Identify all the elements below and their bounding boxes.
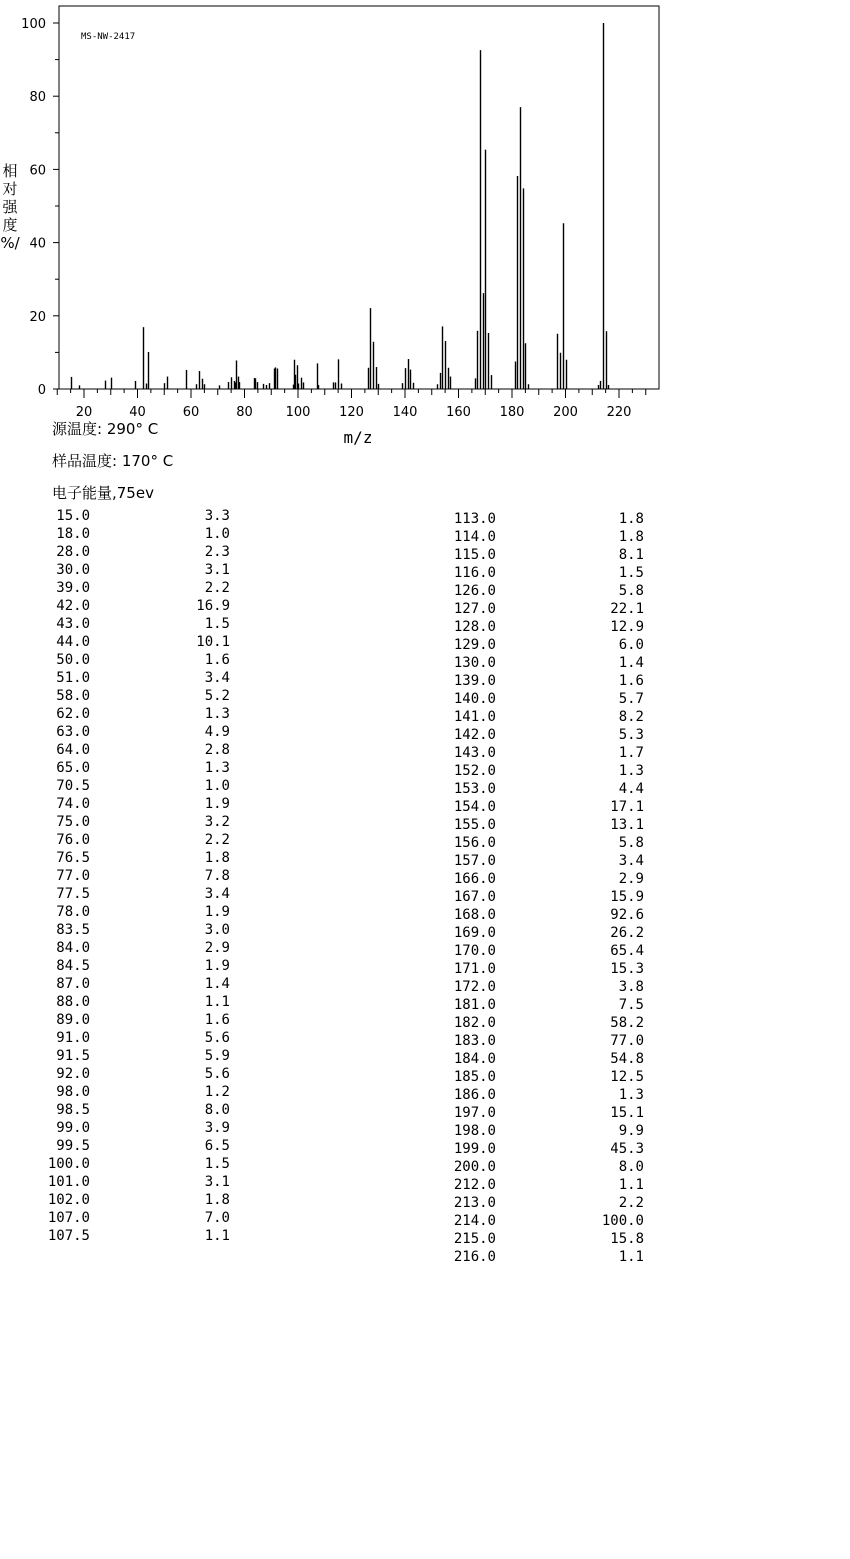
peak-mz: 70.5	[56, 778, 90, 794]
peak-intensity: 15.9	[610, 889, 644, 905]
peak-intensity: 5.3	[618, 727, 644, 743]
y-axis-label-char: 相	[2, 162, 18, 180]
peak-intensity: 77.0	[610, 1033, 644, 1049]
peak-mz: 91.5	[56, 1048, 90, 1064]
peak-row	[446, 816, 646, 834]
peak-mz: 130.0	[453, 655, 496, 671]
peak-intensity: 2.2	[204, 832, 230, 848]
peak-row	[446, 1068, 646, 1086]
peak-intensity: 3.4	[618, 853, 644, 869]
peak-row	[446, 942, 646, 960]
peak-mz: 107.5	[47, 1228, 90, 1244]
peak-mz: 74.0	[56, 796, 90, 812]
peak-intensity: 1.0	[204, 526, 230, 542]
peak-intensity: 1.6	[618, 673, 644, 689]
peak-row	[40, 831, 240, 849]
peak-intensity: 15.8	[610, 1231, 644, 1247]
y-tick-label: 80	[29, 90, 46, 106]
peak-mz: 88.0	[56, 994, 90, 1010]
peak-row	[446, 672, 646, 690]
peak-row	[40, 1011, 240, 1029]
peak-row	[40, 777, 240, 795]
peak-mz: 167.0	[453, 889, 496, 905]
peak-mz: 126.0	[453, 583, 496, 599]
peak-mz: 172.0	[453, 979, 496, 995]
peak-intensity: 2.9	[204, 940, 230, 956]
y-axis-label-char: %/	[0, 234, 20, 252]
x-tick-label: 180	[499, 405, 525, 420]
electron-energy: 电子能量,75ev	[52, 484, 154, 502]
peak-intensity: 54.8	[610, 1051, 644, 1067]
peak-intensity: 1.7	[618, 745, 644, 761]
peak-row	[446, 1032, 646, 1050]
peak-intensity: 15.1	[610, 1105, 644, 1121]
peak-intensity: 5.2	[204, 688, 230, 704]
peak-intensity: 1.5	[204, 1156, 230, 1172]
peak-intensity: 12.9	[610, 619, 644, 635]
peak-mz: 215.0	[453, 1231, 496, 1247]
peak-row	[40, 1029, 240, 1047]
y-tick-label: 40	[29, 236, 46, 252]
peak-intensity: 1.8	[618, 529, 644, 545]
peak-row	[446, 1158, 646, 1176]
peak-mz: 156.0	[453, 835, 496, 851]
peak-table-left	[40, 507, 240, 1245]
peak-intensity: 1.4	[204, 976, 230, 992]
peak-row	[40, 507, 240, 525]
peak-intensity: 5.7	[618, 691, 644, 707]
axis-ticks	[21, 17, 646, 420]
peak-mz: 139.0	[453, 673, 496, 689]
y-axis-label	[0, 162, 20, 252]
peak-mz: 168.0	[453, 907, 496, 923]
peak-intensity: 8.0	[204, 1102, 230, 1118]
peak-intensity: 6.5	[204, 1138, 230, 1154]
peak-intensity: 45.3	[610, 1141, 644, 1157]
peak-mz: 39.0	[56, 580, 90, 596]
peak-row	[446, 924, 646, 942]
peak-mz: 143.0	[453, 745, 496, 761]
peak-row	[446, 1248, 646, 1266]
peak-intensity: 2.8	[204, 742, 230, 758]
peak-mz: 140.0	[453, 691, 496, 707]
y-axis-label-char: 对	[2, 180, 18, 198]
peak-row	[446, 852, 646, 870]
peak-intensity: 4.4	[618, 781, 644, 797]
peak-mz: 76.0	[56, 832, 90, 848]
peak-row	[446, 582, 646, 600]
peak-intensity: 3.0	[204, 922, 230, 938]
peak-row	[446, 654, 646, 672]
peak-intensity: 3.8	[618, 979, 644, 995]
peak-row	[40, 1155, 240, 1173]
chart-annotation: MS-NW-2417	[81, 32, 136, 42]
peak-row	[40, 1227, 240, 1245]
peak-mz: 199.0	[453, 1141, 496, 1157]
peak-row	[40, 741, 240, 759]
peak-row	[40, 615, 240, 633]
peak-row	[40, 1137, 240, 1155]
peak-row	[446, 564, 646, 582]
peak-mz: 183.0	[453, 1033, 496, 1049]
peak-row	[40, 957, 240, 975]
peak-intensity: 3.9	[204, 1120, 230, 1136]
peak-mz: 154.0	[453, 799, 496, 815]
peak-intensity: 12.5	[610, 1069, 644, 1085]
sample-temperature: 样品温度: 170° C	[52, 452, 174, 470]
peak-row	[446, 636, 646, 654]
peak-table-right	[446, 510, 646, 1266]
peak-row	[446, 708, 646, 726]
peak-intensity: 1.6	[204, 1012, 230, 1028]
peak-intensity: 65.4	[610, 943, 644, 959]
peak-intensity: 3.2	[204, 814, 230, 830]
peak-mz: 99.5	[56, 1138, 90, 1154]
peak-intensity: 1.6	[204, 652, 230, 668]
peak-row	[40, 759, 240, 777]
peak-mz: 62.0	[56, 706, 90, 722]
peak-intensity: 58.2	[610, 1015, 644, 1031]
peak-intensity: 100.0	[601, 1213, 644, 1229]
peak-intensity: 16.9	[196, 598, 230, 614]
peak-mz: 184.0	[453, 1051, 496, 1067]
mass-spectrum-chart	[0, 0, 850, 450]
peak-row	[40, 561, 240, 579]
peak-intensity: 3.1	[204, 562, 230, 578]
peak-row	[446, 1086, 646, 1104]
peak-intensity: 1.9	[204, 904, 230, 920]
peak-mz: 212.0	[453, 1177, 496, 1193]
peak-row	[446, 1104, 646, 1122]
peak-intensity: 1.3	[204, 760, 230, 776]
peak-mz: 51.0	[56, 670, 90, 686]
peak-row	[40, 669, 240, 687]
x-tick-label: 160	[446, 405, 471, 420]
peak-row	[40, 903, 240, 921]
peak-mz: 15.0	[56, 508, 90, 524]
peak-row	[446, 1230, 646, 1248]
peak-row	[40, 525, 240, 543]
peak-row	[446, 1122, 646, 1140]
peak-intensity: 1.1	[618, 1249, 644, 1265]
peak-intensity: 1.0	[204, 778, 230, 794]
peak-intensity: 8.2	[618, 709, 644, 725]
peak-row	[40, 633, 240, 651]
x-tick-label: 100	[285, 405, 311, 420]
peak-row	[40, 723, 240, 741]
peak-intensity: 92.6	[610, 907, 644, 923]
peak-intensity: 5.6	[204, 1066, 230, 1082]
peak-intensity: 22.1	[610, 601, 644, 617]
peak-intensity: 1.4	[618, 655, 644, 671]
peak-mz: 213.0	[453, 1195, 496, 1211]
x-tick-label: 140	[392, 405, 418, 420]
peak-intensity: 1.3	[204, 706, 230, 722]
y-tick-label: 20	[29, 309, 46, 325]
peak-intensity: 1.5	[204, 616, 230, 632]
x-tick-label: 120	[339, 405, 364, 420]
peak-mz: 116.0	[453, 565, 496, 581]
peak-row	[40, 795, 240, 813]
peak-row	[446, 690, 646, 708]
peak-row	[40, 975, 240, 993]
peak-mz: 89.0	[56, 1012, 90, 1028]
peak-mz: 99.0	[56, 1120, 90, 1136]
peak-mz: 129.0	[453, 637, 496, 653]
y-axis-label-char: 强	[2, 198, 18, 216]
peak-mz: 98.5	[56, 1102, 90, 1118]
peak-intensity: 2.9	[618, 871, 644, 887]
peak-mz: 127.0	[453, 601, 496, 617]
peak-row	[446, 834, 646, 852]
peak-mz: 44.0	[56, 634, 90, 650]
peak-row	[40, 921, 240, 939]
peak-mz: 142.0	[453, 727, 496, 743]
peak-intensity: 1.8	[204, 1192, 230, 1208]
peak-mz: 181.0	[453, 997, 496, 1013]
peak-mz: 77.5	[56, 886, 90, 902]
peak-row	[40, 1209, 240, 1227]
peak-mz: 182.0	[453, 1015, 496, 1031]
peak-intensity: 3.4	[204, 670, 230, 686]
peak-mz: 128.0	[453, 619, 496, 635]
peak-intensity: 3.3	[204, 508, 230, 524]
peak-mz: 152.0	[453, 763, 496, 779]
peak-mz: 58.0	[56, 688, 90, 704]
peak-intensity: 5.9	[204, 1048, 230, 1064]
x-tick-label: 20	[75, 405, 93, 420]
peak-mz: 43.0	[56, 616, 90, 632]
peak-mz: 102.0	[47, 1192, 90, 1208]
peak-row	[40, 705, 240, 723]
peak-row	[446, 798, 646, 816]
peak-intensity: 2.3	[204, 544, 230, 560]
peak-mz: 166.0	[453, 871, 496, 887]
peak-row	[446, 1014, 646, 1032]
peak-row	[40, 651, 240, 669]
peak-intensity: 2.2	[618, 1195, 644, 1211]
peak-intensity: 1.9	[204, 796, 230, 812]
peak-row	[40, 813, 240, 831]
peak-intensity: 1.1	[204, 1228, 230, 1244]
peak-mz: 185.0	[453, 1069, 496, 1085]
peak-mz: 77.0	[56, 868, 90, 884]
peak-intensity: 8.0	[618, 1159, 644, 1175]
peak-mz: 141.0	[453, 709, 496, 725]
peak-mz: 100.0	[47, 1156, 90, 1172]
peak-row	[446, 600, 646, 618]
peak-intensity: 15.3	[610, 961, 644, 977]
peak-row	[446, 1176, 646, 1194]
peak-intensity: 5.8	[618, 835, 644, 851]
peak-mz: 214.0	[453, 1213, 496, 1229]
peak-mz: 114.0	[453, 529, 496, 545]
peak-mz: 84.0	[56, 940, 90, 956]
x-tick-label: 80	[236, 405, 253, 420]
peak-intensity: 13.1	[610, 817, 644, 833]
peak-intensity: 9.9	[618, 1123, 644, 1139]
peak-row	[40, 849, 240, 867]
peak-intensity: 8.1	[618, 547, 644, 563]
peak-intensity: 2.2	[204, 580, 230, 596]
peak-row	[446, 744, 646, 762]
peak-mz: 197.0	[453, 1105, 496, 1121]
peak-mz: 200.0	[453, 1159, 496, 1175]
y-tick-label: 0	[37, 383, 46, 398]
peak-intensity: 1.8	[618, 511, 644, 527]
y-tick-label: 60	[29, 163, 46, 179]
peak-mz: 63.0	[56, 724, 90, 740]
peak-row	[446, 888, 646, 906]
peak-mz: 157.0	[453, 853, 496, 869]
peak-row	[446, 546, 646, 564]
x-axis-label: m/z	[343, 428, 373, 447]
peak-mz: 186.0	[453, 1087, 496, 1103]
peak-mz: 153.0	[453, 781, 496, 797]
peak-mz: 115.0	[453, 547, 496, 563]
peak-row	[446, 996, 646, 1014]
peak-mz: 18.0	[56, 526, 90, 542]
peak-intensity: 17.1	[610, 799, 644, 815]
peak-intensity: 1.5	[618, 565, 644, 581]
peak-mz: 75.0	[56, 814, 90, 830]
peak-intensity: 5.8	[618, 583, 644, 599]
peak-intensity: 1.2	[204, 1084, 230, 1100]
source-temperature: 源温度: 290° C	[52, 420, 159, 438]
peak-mz: 155.0	[453, 817, 496, 833]
peak-mz: 169.0	[453, 925, 496, 941]
peak-mz: 84.5	[56, 958, 90, 974]
peak-mz: 65.0	[56, 760, 90, 776]
peak-intensity: 3.4	[204, 886, 230, 902]
x-tick-label: 200	[553, 405, 578, 420]
peak-row	[446, 978, 646, 996]
peak-row	[446, 1050, 646, 1068]
peak-row	[40, 687, 240, 705]
peak-mz: 50.0	[56, 652, 90, 668]
peak-mz: 91.0	[56, 1030, 90, 1046]
peak-mz: 198.0	[453, 1123, 496, 1139]
peak-mz: 87.0	[56, 976, 90, 992]
peak-row	[446, 510, 646, 528]
peak-intensity: 10.1	[196, 634, 230, 650]
peak-row	[40, 993, 240, 1011]
peak-row	[40, 597, 240, 615]
peak-intensity: 1.8	[204, 850, 230, 866]
x-tick-label: 60	[182, 405, 200, 420]
peak-mz: 64.0	[56, 742, 90, 758]
peak-intensity: 7.0	[204, 1210, 230, 1226]
peak-mz: 76.5	[56, 850, 90, 866]
peak-row	[446, 906, 646, 924]
peak-row	[40, 1065, 240, 1083]
peak-row	[40, 1047, 240, 1065]
peak-row	[40, 1173, 240, 1191]
peak-row	[446, 960, 646, 978]
peak-row	[446, 780, 646, 798]
peak-intensity: 4.9	[204, 724, 230, 740]
peak-intensity: 1.3	[618, 763, 644, 779]
peak-mz: 28.0	[56, 544, 90, 560]
peak-intensity: 1.1	[204, 994, 230, 1010]
peak-row	[40, 867, 240, 885]
peak-row	[40, 579, 240, 597]
peak-intensity: 6.0	[618, 637, 644, 653]
x-tick-label: 220	[606, 405, 632, 420]
peak-mz: 101.0	[47, 1174, 90, 1190]
peak-row	[40, 1083, 240, 1101]
peak-mz: 170.0	[453, 943, 496, 959]
peak-row	[40, 543, 240, 561]
peak-intensity: 7.5	[618, 997, 644, 1013]
peak-mz: 216.0	[453, 1249, 496, 1265]
peak-intensity: 5.6	[204, 1030, 230, 1046]
peak-mz: 113.0	[453, 511, 496, 527]
peak-row	[446, 618, 646, 636]
peak-mz: 42.0	[56, 598, 90, 614]
peak-mz: 92.0	[56, 1066, 90, 1082]
peak-intensity: 1.1	[618, 1177, 644, 1193]
peak-intensity: 1.9	[204, 958, 230, 974]
peak-row	[446, 1194, 646, 1212]
peak-intensity: 1.3	[618, 1087, 644, 1103]
peak-row	[40, 1119, 240, 1137]
peak-intensity: 7.8	[204, 868, 230, 884]
peak-mz: 171.0	[453, 961, 496, 977]
peak-row	[446, 1140, 646, 1158]
y-axis-label-char: 度	[2, 216, 18, 234]
peak-row	[446, 762, 646, 780]
peak-row	[446, 528, 646, 546]
peak-bars	[72, 23, 609, 389]
peak-row	[40, 1101, 240, 1119]
peak-mz: 78.0	[56, 904, 90, 920]
peak-intensity: 26.2	[610, 925, 644, 941]
plot-frame	[59, 6, 659, 389]
peak-row	[40, 885, 240, 903]
peak-mz: 30.0	[56, 562, 90, 578]
x-tick-label: 40	[129, 405, 146, 420]
peak-row	[446, 1212, 646, 1230]
peak-row	[446, 870, 646, 888]
peak-row	[40, 939, 240, 957]
y-tick-label: 100	[21, 17, 46, 32]
peak-row	[40, 1191, 240, 1209]
peak-mz: 83.5	[56, 922, 90, 938]
peak-mz: 98.0	[56, 1084, 90, 1100]
peak-row	[446, 726, 646, 744]
peak-mz: 107.0	[47, 1210, 90, 1226]
peak-intensity: 3.1	[204, 1174, 230, 1190]
